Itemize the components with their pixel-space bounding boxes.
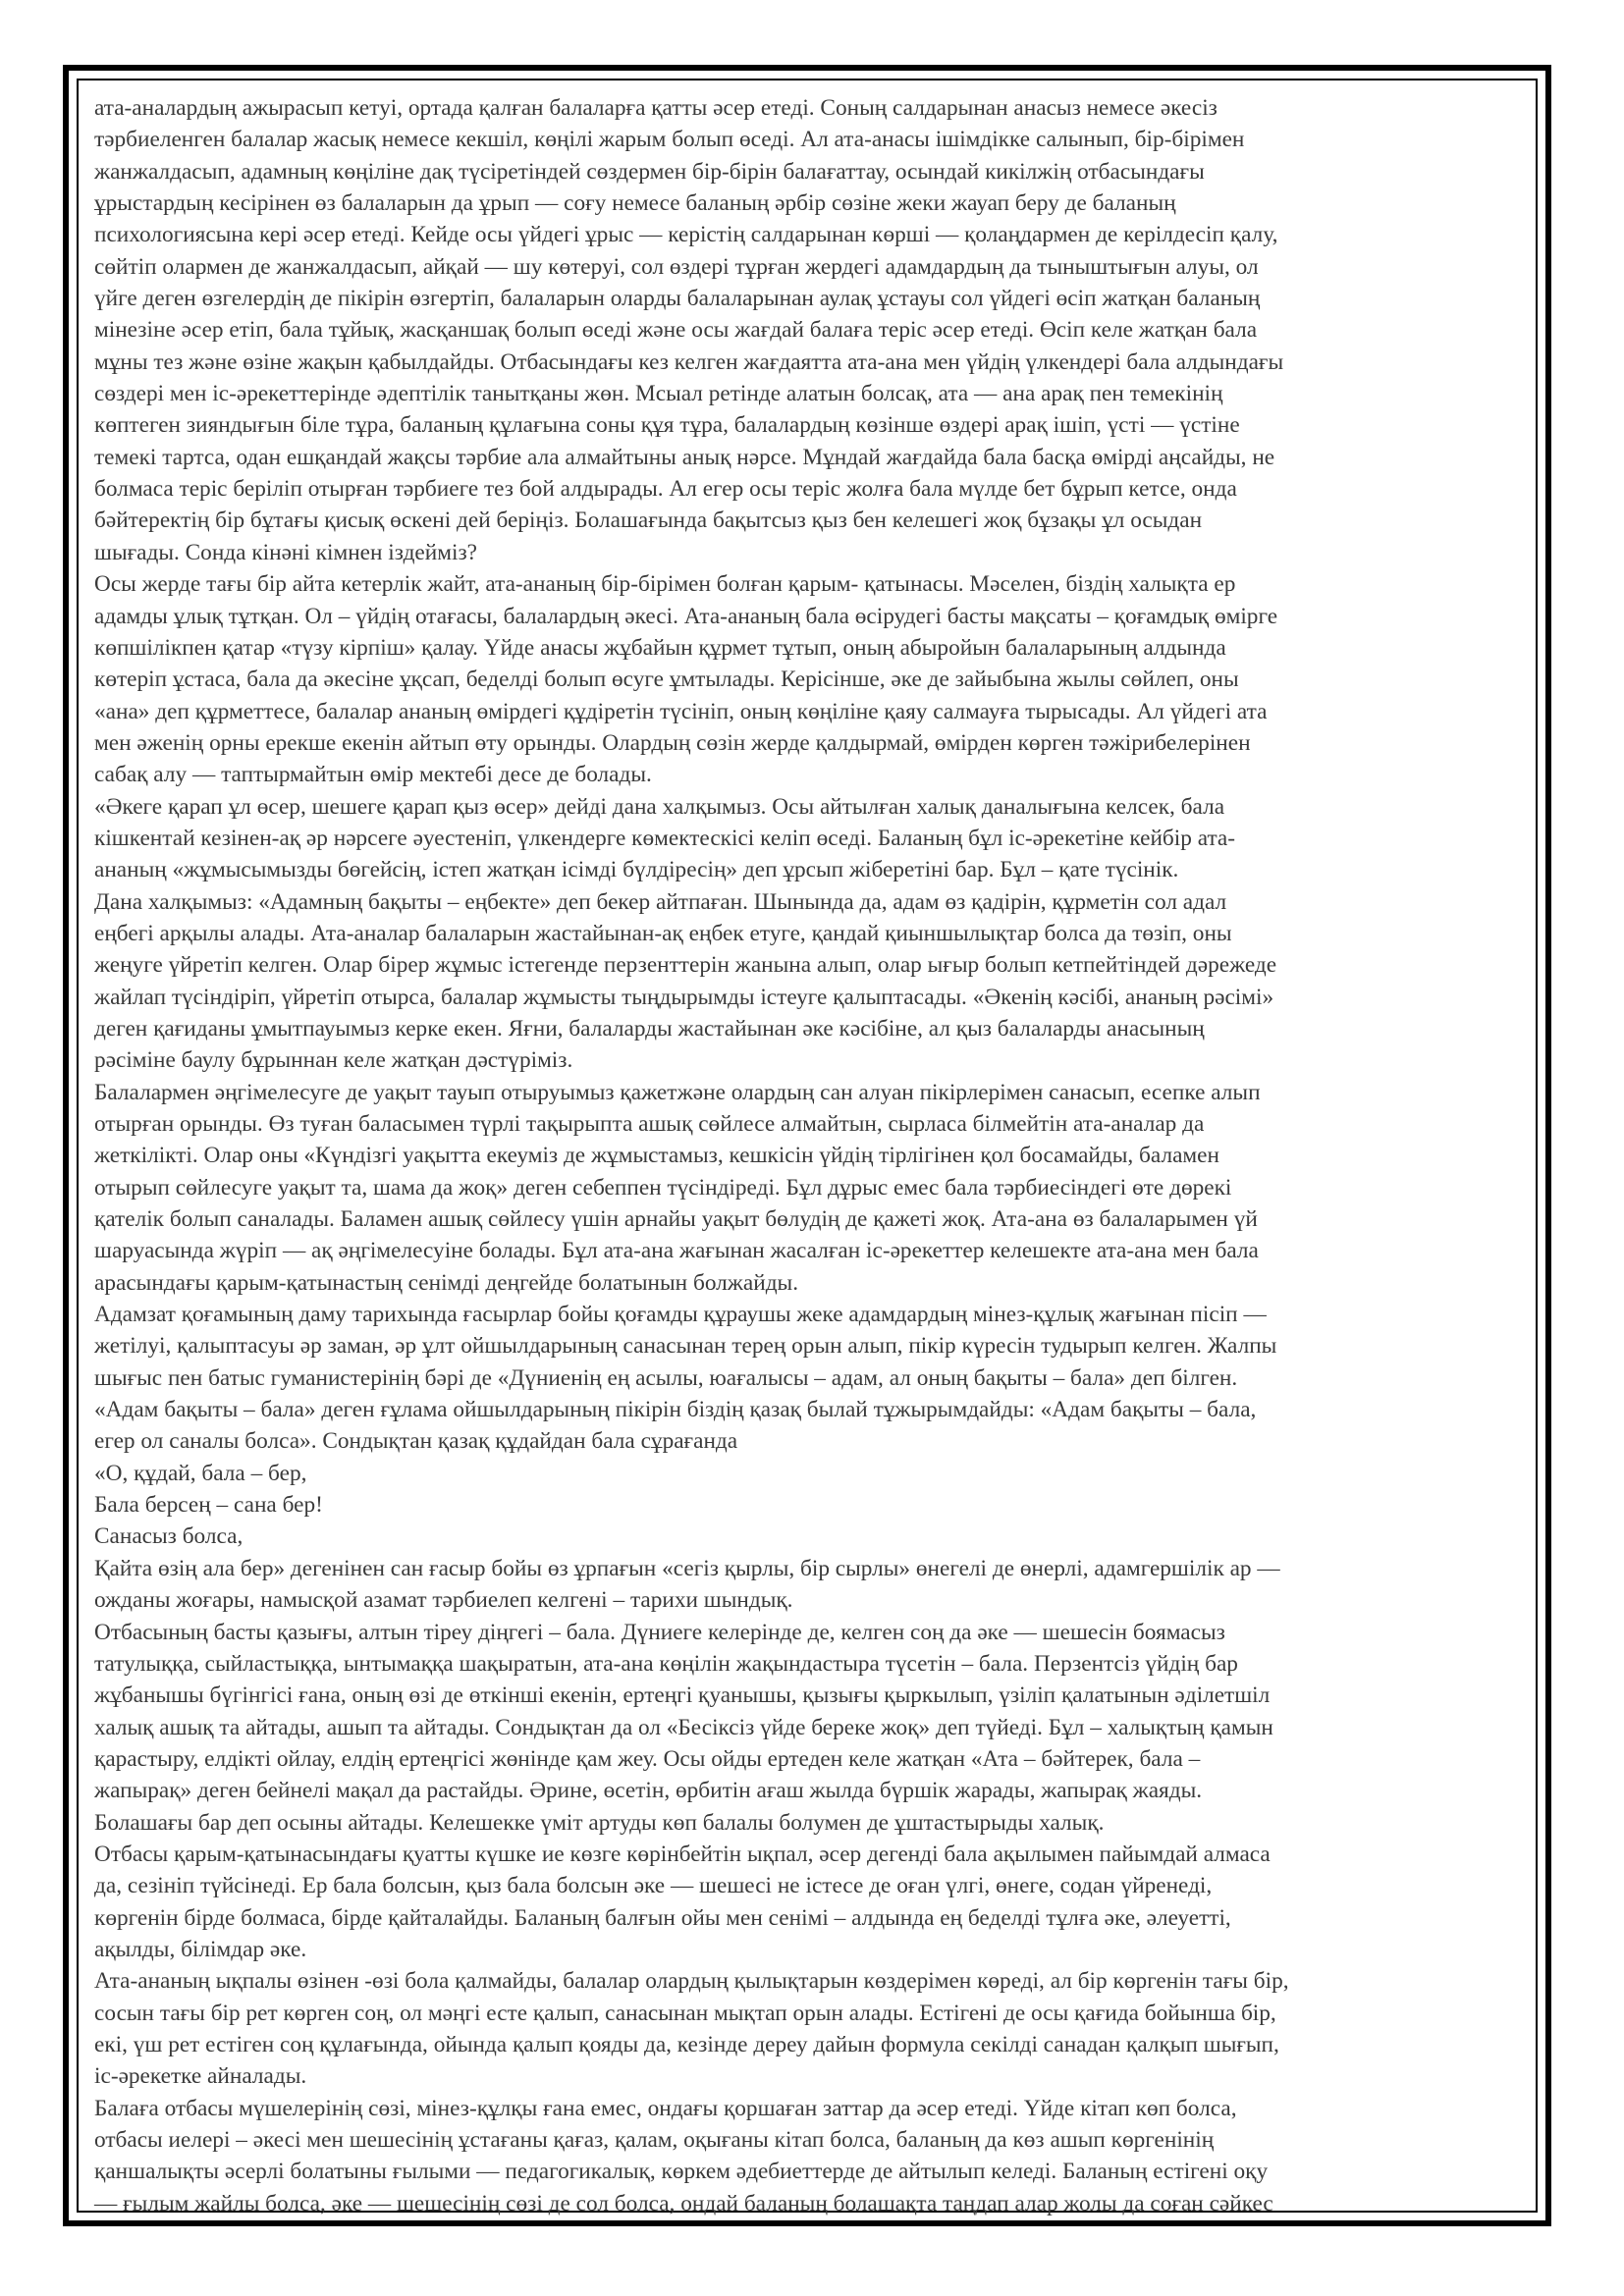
- text-line: еңбегі арқылы алады. Ата-аналар балаларын жастайынан-ақ еңбек етуге, қандай қиыншылықтар болса да төзіп, оны: [94, 920, 1232, 946]
- text-line: жетілуі, қалыптасуы әр заман, әр ұлт ойшылдарының санасынан терең орын алып, пікір күресін тудырып келген. Жалпы: [94, 1333, 1277, 1360]
- text-line: жанжалдасып, адамның көңіліне дақ түсіретіндей сөздермен бір-бірін балағаттау, осындай кикілжің отбасындағы: [94, 158, 1205, 185]
- text-line: Осы жерде тағы бір айта кетерлік жайт, ата-ананың бір-бірімен болған қарым- қатынасы. Мәселен, біздің халықта ер: [94, 571, 1236, 598]
- text-line: Балаға отбасы мүшелерінің сөзі, мінез-құлқы ғана емес, ондағы қоршаған заттар да әсер етеді. Үйде кітап көп болса,: [94, 2095, 1237, 2121]
- text-line: ақылды, білімдар әке.: [94, 1936, 307, 1962]
- text-line: қарастыру, елдікті ойлау, елдің ертеңгісі жөнінде қам жеу. Осы ойды ертеден келе жатқан «Ата – бәйтерек, бала –: [94, 1745, 1201, 1772]
- text-line: адамды ұлық тұтқан. Ол – үйдің отағасы, балалардың әкесі. Ата-ананың бала өсірудегі басты мақсаты – қоғамдық өмірге: [94, 603, 1278, 629]
- text-line: отырған орынды. Өз туған баласымен түрлі тақырыпта ашық сөйлесе алмайтын, сырласа білмейтін ата-аналар да: [94, 1111, 1205, 1137]
- text-line: арасындағы қарым-қатынастың сенімді деңгейде болатынын болжайды.: [94, 1269, 799, 1296]
- text-line: Адамзат қоғамының даму тарихында ғасырлар бойы қоғамды құраушы жеке адамдардың мінез-құлық жағынан пісіп —: [94, 1302, 1267, 1328]
- text-line: шығады. Сонда кінәні кімнен іздейміз?: [94, 539, 477, 565]
- text-line: тәрбиеленген балалар жасық немесе кекшіл, көңілі жарым болып өседі. Ал ата-анасы ішімдікке салынып, бір-бірімен: [94, 127, 1245, 153]
- text-line: көргенін бірде болмаса, бірде қайталайды. Баланың балғын ойы мен сенімі – алдында ең беделді тұлға әке, әлеуетті,: [94, 1904, 1231, 1931]
- text-line: темекі тартса, одан ешқандай жақсы тәрбие ала алмайтыны анық нәрсе. Мұндай жағдайда бала басқа өмірді аңсайды, не: [94, 444, 1275, 470]
- text-line: Отбасының басты қазығы, алтын тіреу діңгегі – бала. Дүниеге келерінде де, келген соң да әке — шешесін боямасыз: [94, 1619, 1225, 1645]
- text-line: Дана халқымыз: «Адамның бақыты – еңбекте» деп бекер айтпаған. Шынында да, адам өз қадірін, құрметін сол адал: [94, 888, 1227, 915]
- text-line: «Адам бақыты – бала» деген ғұлама ойшылдарының пікірін біздің қазақ былай тұжырымдайды: «Адам бақыты – бала,: [94, 1397, 1257, 1423]
- text-line: ананың «жұмысымызды бөгейсің, істеп жатқан ісімді бүлдіресің» деп ұрсып жіберетіні бар. Бұл – қате түсінік.: [94, 857, 1179, 883]
- text-line: жұбанышы бүгінгісі ғана, оның өзі де өткінші екенін, ертеңгі қуанышы, қызығы қыркылып, үзіліп қалатынын әділетшіл: [94, 1682, 1271, 1709]
- text-line: көптеген зияндығын біле тұра, баланың құлағына соны құя тұра, балалардың көзінше өздері арақ ішіп, үсті — үстіне: [94, 412, 1240, 439]
- text-line: сөздері мен іс-әрекеттерінде әдептілік танытқаны жөн. Мсыал ретінде алатын болсақ, ата — ана арақ пен темекінің: [94, 381, 1223, 407]
- text-line: «ана» деп құрметтесе, балалар ананың өмірдегі құдіретін түсініп, оның көңіліне қаяу салмауға тырысады. Ал үйдегі ата: [94, 698, 1268, 724]
- text-line: сабақ алу — таптырмайтын өмір мектебі десе де болады.: [94, 762, 652, 788]
- text-line: іс-әрекетке айналады.: [94, 2063, 307, 2090]
- text-line: татулыққа, сыйластыққа, ынтымаққа шақыратын, ата-ана көңілін жақындастыра түсетін – бала. Перзентсіз үйдің бар: [94, 1650, 1238, 1677]
- text-line: ата-аналардың ажырасып кетуі, ортада қалған балаларға қатты әсер етеді. Соның салдарынан анасыз немесе әкесіз: [94, 95, 1218, 121]
- text-line: егер ол саналы болса». Сондықтан қазақ құдайдан бала сұрағанда: [94, 1428, 738, 1455]
- text-line: шығыс пен батыс гуманистерінің бәрі де «Дүниенің ең асылы, юағалысы – адам, ал оның бақыты – бала» деп білген.: [94, 1364, 1238, 1391]
- text-line: Санасыз болса,: [94, 1523, 244, 1550]
- text-line: отырып сөйлесуге уақыт та, шама да жоқ» деген себеппен түсіндіреді. Бұл дұрыс емес бала тәрбиесіндегі өте дөрекі: [94, 1174, 1232, 1201]
- text-line: Бала берсең – сана бер!: [94, 1492, 323, 1519]
- text-line: мұны тез және өзіне жақын қабылдайды. Отбасындағы кез келген жағдаятта ата-ана мен үйдің үлкендері бала алдындағы: [94, 348, 1284, 375]
- text-line: жеткілікті. Олар оны «Күндізгі уақытта екеуміз де жұмыстамыз, кешкісін үйдің тірлігінен қол босамайды, баламен: [94, 1143, 1219, 1169]
- text-line: рәсіміне баулу бұрыннан келе жатқан дәстүріміз.: [94, 1047, 573, 1074]
- text-line: деген қағиданы ұмытпауымыз керке екен. Яғни, балаларды жастайынан әке кәсібіне, ал қыз балаларды анасының: [94, 1015, 1205, 1041]
- text-line: Балалармен әңгімелесуге де уақыт тауып отыруымыз қажетжәне олардың сан алуан пікірлерімен санасып, есепке алып: [94, 1079, 1261, 1105]
- text-line: қаншалықты әсерлі болатыны ғылыми — педагогикалық, көркем әдебиеттерде де айтылып келеді. Баланың естігені оқу: [94, 2159, 1269, 2185]
- text-line: үйге деген өзгелердің де пікірін өзгертіп, балаларын оларды балаларынан аулақ ұстауы сол үйдегі өсіп жатқан баланың: [94, 286, 1261, 312]
- text-line: көтеріп ұстаса, бала да әкесіне ұқсап, беделді болып өсуге ұмтылады. Керісінше, әке де зайыбына жылы сөйлеп, оны: [94, 667, 1239, 693]
- text-line: Болашағы бар деп осыны айтады. Келешекке үміт артуды көп балалы болумен де ұштастырыды халық.: [94, 1809, 1105, 1836]
- text-line: шаруасында жүріп — ақ әңгімелесуіне болады. Бұл ата-ана жағынан жасалған іс-әрекеттер келешекте ата-ана мен бала: [94, 1238, 1259, 1264]
- text-line: Қайта өзің ала бер» дегенінен сан ғасыр бойы өз ұрпағын «сегіз қырлы, бір сырлы» өнегелі де өнерлі, адамгершілік ар —: [94, 1555, 1280, 1581]
- text-line: — ғылым жайлы болса, әке — шешесінің сөзі де сол болса, ондай баланың болашақта таңдап алар жолы да соған сәйкес: [94, 2190, 1273, 2216]
- text-line: жайлап түсіндіріп, үйретіп отырса, балалар жұмысты тыңдырымды істеуге қалыптасады. «Әкенің кәсібі, ананың рәсімі»: [94, 984, 1274, 1010]
- text-line: психологиясына кері әсер етеді. Кейде осы үйдегі ұрыс — керістің салдарынан көрші — қолаңдармен де керілдесіп қалу,: [94, 222, 1278, 248]
- text-line: қателік болып саналады. Баламен ашық сөйлесу үшін арнайы уақыт бөлудің де қажеті жоқ. Ата-ана өз балаларымен үй: [94, 1206, 1258, 1233]
- text-line: болмаса теріс беріліп отырған тәрбиеге тез бой алдырады. Ал егер осы теріс жолға бала мүлде бет бұрып кетсе, онда: [94, 476, 1237, 503]
- text-line: ожданы жоғары, намысқой азамат тәрбиелеп келгені – тарихи шындық.: [94, 1587, 793, 1614]
- text-line: да, сезініп түйсінеді. Ер бала болсын, қыз бала болсын әке — шешесі не істесе де оған үлгі, өнеге, содан үйренеді,: [94, 1873, 1213, 1899]
- text-line: бәйтеректің бір бұтағы қисық өскені дей беріңіз. Болашағында бақытсыз қыз бен келешегі жоқ бұзақы ұл осыдан: [94, 507, 1203, 534]
- text-line: жапырақ» деген бейнелі мақал да растайды. Әрине, өсетін, өрбитін ағаш жылда бүршік жарады, жапырақ жаяды.: [94, 1778, 1203, 1804]
- text-line: отбасы иелері – әкесі мен шешесінің ұстағаны қағаз, қалам, оқығаны кітап болса, баланың да көз ашып көргенінің: [94, 2127, 1215, 2153]
- text-line: халық ашық та айтады, ашып та айтады. Сондықтан да ол «Бесіксіз үйде береке жоқ» деп түйеді. Бұл – халықтың қамын: [94, 1714, 1273, 1740]
- body-text: [94, 92, 1536, 2219]
- text-line: көпшілікпен қатар «түзу кірпіш» қалау. Үйде анасы жұбайын құрмет тұтып, оның абыройын балаларының алдында: [94, 634, 1226, 661]
- text-line: Отбасы қарым-қатынасындағы қуатты күшке ие көзге көрінбейтін ықпал, әсер дегенді бала ақылымен пайымдай алмаса: [94, 1841, 1271, 1867]
- text-line: сосын тағы бір рет көрген соң, ол мәңгі есте қалып, санасынан мықтап орын алады. Естігені де осы қағида бойынша бір,: [94, 2000, 1276, 2026]
- text-line: екі, үш рет естіген соң құлағында, ойында қалып қояды да, кезінде дереу дайын формула секілді санадан қалқып шығып,: [94, 2031, 1279, 2057]
- text-line: жеңуге үйретіп келген. Олар бірер жұмыс істегенде перзенттерін жанына алып, олар ығыр болып кетпейтіндей дәрежеде: [94, 952, 1277, 979]
- text-line: сөйтіп олармен де жанжалдасып, айқай — шу көтеруі, сол өздері тұрған жердегі адамдардың да тыныштығын алуы, ол: [94, 253, 1259, 280]
- text-line: «Әкеге қарап ұл өсер, шешеге қарап қыз өсер» дейді дана халқымыз. Осы айтылған халық даналығына келсек, бала: [94, 793, 1225, 820]
- text-line: ұрыстардың кесірінен өз балаларын да ұрып — соғу немесе баланың әрбір сөзіне жеки жауап беру де баланың: [94, 190, 1176, 217]
- text-line: Ата-ананың ықпалы өзінен -өзі бола қалмайды, балалар олардың қылықтарын көздерімен көреді, ал бір көргенін тағы бір,: [94, 1968, 1289, 1995]
- text-line: кішкентай кезінен-ақ әр нәрсеге әуестеніп, үлкендерге көмектескісі келіп өседі. Баланың бұл іс-әрекетіне кейбір ата-: [94, 825, 1236, 851]
- text-line: «О, құдай, бала – бер,: [94, 1460, 307, 1486]
- text-line: мен әженің орны ерекше екенін айтып өту орынды. Олардың сөзін жерде қалдырмай, өмірден көрген тәжірибелерінен: [94, 729, 1251, 756]
- text-line: мінезіне әсер етіп, бала тұйық, жасқаншақ болып өседі және осы жағдай балаға теріс әсер етеді. Өсіп келе жатқан бала: [94, 317, 1258, 344]
